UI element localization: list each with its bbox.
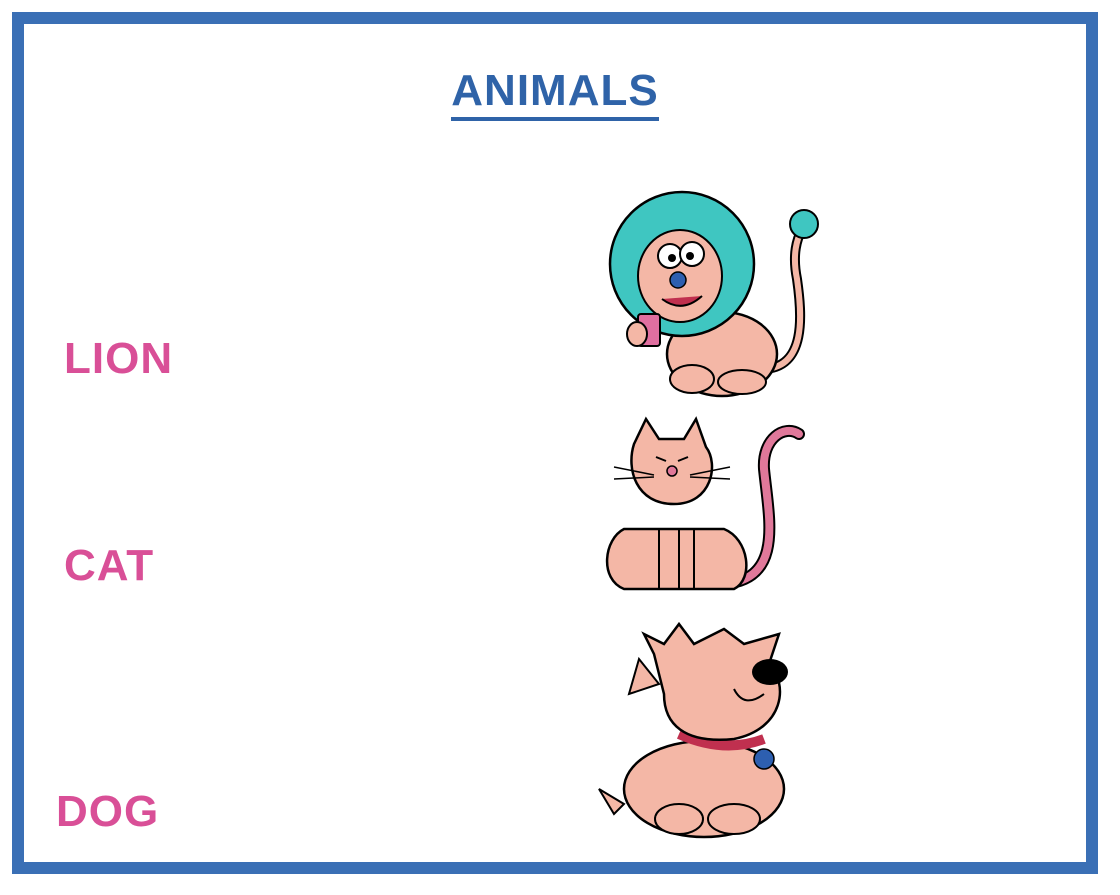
dog-illustration (584, 614, 824, 854)
cat-illustration (584, 409, 814, 609)
worksheet-frame (12, 12, 1098, 874)
page-title (24, 66, 1086, 116)
word-lion: LION (64, 334, 174, 383)
word-dog: DOG (56, 787, 160, 836)
lion-illustration (592, 184, 832, 404)
title-text: ANIMALS (451, 66, 658, 121)
word-cat: CAT (64, 541, 155, 590)
